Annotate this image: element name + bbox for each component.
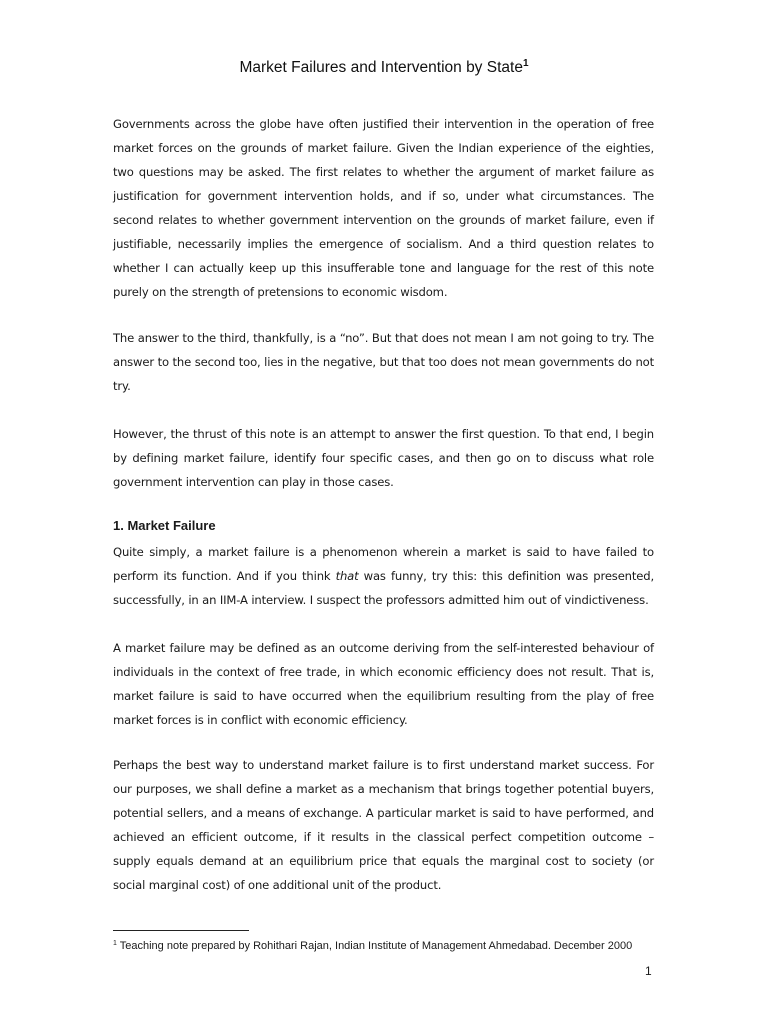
section-p1-after: was funny, try this: this definition was presented, successfully, in an IIM-A interview. I suspect the professors admitted him out of vindictiveness. xyxy=(113,569,654,607)
section-p1-italic: that xyxy=(335,569,359,583)
section-paragraph-1 xyxy=(113,540,654,612)
title-text: Market Failures and Intervention by State xyxy=(239,59,523,76)
title-footnote-mark: 1 xyxy=(522,58,529,69)
intro-paragraph-3: However, the thrust of this note is an attempt to answer the first question. To that end, I begin by defining market failure, identify four specific cases, and then go on to discuss what role government intervention can play in those cases. xyxy=(113,427,654,489)
section-paragraph-3: Perhaps the best way to understand market failure is to first understand market success. For our purposes, we shall define a market as a mechanism that brings together potential buyers, potential sellers, and a means of exchange. A particular market is said to have performed, and achieved an efficient outcome, if it results in the classical perfect competition outcome – supply equals demand at an equilibrium price that equals the marginal cost to society (or social marginal cost) of one additional unit of the product. xyxy=(113,758,654,892)
page-title xyxy=(0,58,768,77)
section-paragraph-2: A market failure may be defined as an outcome deriving from the self-interested behaviour of individuals in the context of free trade, in which economic efficiency does not result. That is, market failure is said to have occurred when the equilibrium resulting from the play of free market forces is in conflict with economic efficiency. xyxy=(113,641,654,727)
intro-paragraph-2: The answer to the third, thankfully, is a “no”. But that does not mean I am not going to try. The answer to the second too, lies in the negative, but that too does not mean governments do not try. xyxy=(113,331,654,393)
page-number: 1 xyxy=(645,964,652,978)
footnote xyxy=(113,936,633,954)
footnote-text: Teaching note prepared by Rohithari Rajan, Indian Institute of Management Ahmedabad. December 2000 xyxy=(116,940,633,952)
section-p1-before: Quite simply, a market failure is a phenomenon wherein a market is said to have failed to perform its function. And if you think xyxy=(113,545,654,583)
section-heading: 1. Market Failure xyxy=(113,518,216,533)
footnote-divider xyxy=(113,930,249,931)
footnote-mark: 1 xyxy=(113,940,117,947)
intro-paragraph-1: Governments across the globe have often justified their intervention in the operation of free market forces on the grounds of market failure. Given the Indian experience of the eighties, two questions may be asked. The first relates to whether the argument of market failure as justification for government intervention holds, and if so, under what circumstances. The second relates to whether government intervention on the grounds of market failure, even if justifiable, necessarily implies the emergence of socialism. And a third question relates to whether I can actually keep up this insufferable tone and language for the rest of this note purely on the strength of pretensions to economic wisdom. xyxy=(113,117,654,299)
